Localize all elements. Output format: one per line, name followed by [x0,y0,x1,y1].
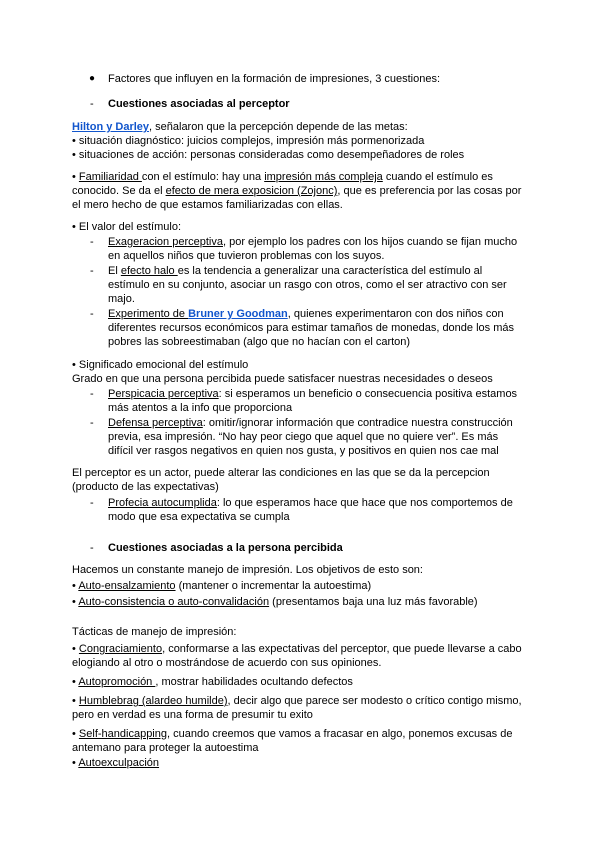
profecia-text: : lo que esperamos hace que hace que nos comportemos de [216,497,513,509]
exageracion-line-1 [108,235,517,249]
defensa-term: Defensa perceptiva [108,417,203,429]
mera-exposicion-term: efecto de mera exposicion (Zojonc) [165,185,338,197]
perspicacia-line-1 [108,387,517,401]
autopromocion-line [72,675,353,689]
bullet-prefix: • [72,580,79,592]
self-handicapping-term: Self-handicapping [78,728,167,740]
exageracion-line-2: en aquellos niños que tuvieron problemas con los suyos. [108,250,385,262]
profecia-line-1 [108,496,513,510]
auto-consistencia-term: Auto-consistencia o auto-convalidación [78,596,270,608]
objetivo-2-text: (presentamos baja una luz más favorable) [269,596,478,608]
list-bullet: ● [89,73,96,84]
hilton-darley-link[interactable]: Hilton y Darley [72,121,150,133]
significado-title: • Significado emocional del estímulo [72,359,249,371]
dash-marker: - [90,417,94,429]
top-bullet-text: Factores que influyen en la formación de impresiones, 3 cuestiones: [108,73,441,85]
dash-marker: - [90,265,94,277]
dash-marker: - [90,308,94,320]
dash-marker: - [90,497,94,509]
exageracion-text: , por ejemplo los padres con los hijos cuando se fijan mucho [222,236,518,248]
bullet-prefix: • [72,676,79,688]
efecto-halo-term: efecto halo [120,265,178,277]
self-handicapping-line-1 [72,727,512,741]
hilton-line-rest: , señalaron que la percepción depende de las metas: [149,121,408,133]
bullet-prefix: • [72,728,79,740]
bruner-goodman-link[interactable]: Bruner y Goodman [188,308,288,320]
defensa-text: : omitir/ignorar información que contradice nuestra construcción [202,417,513,429]
experimento-line-3: pobres las sobreestimaban (algo que no hacían con el carton) [108,336,411,348]
self-handicapping-line-2: antemano para proteger la autoestima [72,742,259,754]
defensa-line-3: difícil ver rasgos negativos en quien nos gusta, y positivos en quien nos cae mal [108,445,499,457]
bullet-prefix: • [72,757,79,769]
experimento-line-2: diferentes recursos económicos para estimar tamaños de monedas, donde los más [108,322,514,334]
halo-line-1 [108,264,482,278]
familiaridad-text-2b: , que es preferencia por las cosas por [337,185,522,197]
section1-heading: Cuestiones asociadas al perceptor [108,98,290,110]
dash-marker: - [90,388,94,400]
familiaridad-term: Familiaridad [78,171,142,183]
autopromocion-text: , mostrar habilidades ocultando defectos [155,676,353,688]
familiaridad-line-3: el mero hecho de que estamos familiarizadas con ellas. [72,199,343,211]
defensa-line-2: previa, esa impresión. “No hay peor ciego que aquel que no quiere ver”. Es más [108,431,499,443]
hilton-line [72,120,408,134]
tacticas-title: Tácticas de manejo de impresión: [72,626,237,638]
experimento-line-1 [108,307,504,321]
familiaridad-text-2a: conocido. Se da el [72,185,166,197]
bullet-prefix: • [72,596,79,608]
section2-intro: Hacemos un constante manejo de impresión. Los objetivos de esto son: [72,564,423,576]
hilton-accion: • situaciones de acción: personas consideradas como desempeñadores de roles [72,149,465,161]
bullet-prefix: • [72,171,79,183]
valor-title: • El valor del estímulo: [72,221,182,233]
autopromocion-term: Autopromoción [78,676,156,688]
hilton-diagnostico: • situación diagnóstico: juicios complejos, impresión más pormenorizada [72,135,425,147]
profecia-line-2: modo que esa expectativa se cumpla [108,511,290,523]
impresion-compleja-term: impresión más compleja [264,171,383,183]
familiaridad-line-2 [72,184,521,198]
significado-desc: Grado en que una persona percibida puede satisfacer nuestras necesidades o deseos [72,373,493,385]
congraciamiento-text: , conformarse a las expectativas del perceptor, que puede llevarse a cabo [162,643,522,655]
actor-line-1: El perceptor es un actor, puede alterar las condiciones en las que se da la percepcion [72,467,490,479]
defensa-line-1 [108,416,513,430]
halo-line-3: majo. [108,293,135,305]
humblebrag-term: Humblebrag (alardeo humilde) [78,695,228,707]
congraciamiento-line-1 [72,642,522,656]
humblebrag-line-2: pero en verdad es una forma de presumir tu exito [72,709,313,721]
auto-ensalzamiento-term: Auto-ensalzamiento [78,580,176,592]
self-handicapping-text: , cuando creemos que vamos a fracasar en algo, ponemos excusas de [167,728,513,740]
halo-text-a: El [108,265,121,277]
perspicacia-line-2: más atentos a la info que proporciona [108,402,293,414]
autoexculpacion-term: Autoexculpación [78,757,160,769]
objetivo-1-text: (mantener o incrementar la autoestima) [175,580,372,592]
humblebrag-text: , decir algo que parece ser modesto o crítico contigo mismo, [227,695,522,707]
congraciamiento-line-2: elogiando al otro o mostrándose de acuerdo con sus opiniones. [72,657,382,669]
congraciamiento-term: Congraciamiento [78,643,163,655]
humblebrag-line-1 [72,694,522,708]
dash-marker: - [90,542,94,554]
autoexculpacion-line [72,756,159,770]
familiaridad-line-1 [72,170,493,184]
profecia-term: Profecia autocumplida [108,497,217,509]
familiaridad-text: con el estímulo: hay una [141,171,265,183]
familiaridad-text-end: cuando el estímulo es [382,171,493,183]
bullet-prefix: • [72,643,79,655]
experimento-text: , quienes experimentaron con dos niños con [287,308,504,320]
objetivo-2 [72,595,478,609]
dash-marker: - [90,236,94,248]
experimento-term: Experimento de [108,308,189,320]
halo-line-2: estímulo en su conjunto, asociar un rasgo con otros, como el ser atractivo con ser [108,279,507,291]
perspicacia-text: : si esperamos un beneficio o consecuencia positiva estamos [218,388,518,400]
halo-text-b: es la tendencia a generalizar una característica del estímulo al [177,265,483,277]
dash-marker: - [90,98,94,110]
bullet-prefix: • [72,695,79,707]
actor-line-2: (producto de las expectativas) [72,481,219,493]
objetivo-1 [72,579,371,593]
section2-heading: Cuestiones asociadas a la persona percibida [108,542,343,554]
exageracion-term: Exageracion perceptiva [108,236,223,248]
perspicacia-term: Perspicacia perceptiva [108,388,219,400]
